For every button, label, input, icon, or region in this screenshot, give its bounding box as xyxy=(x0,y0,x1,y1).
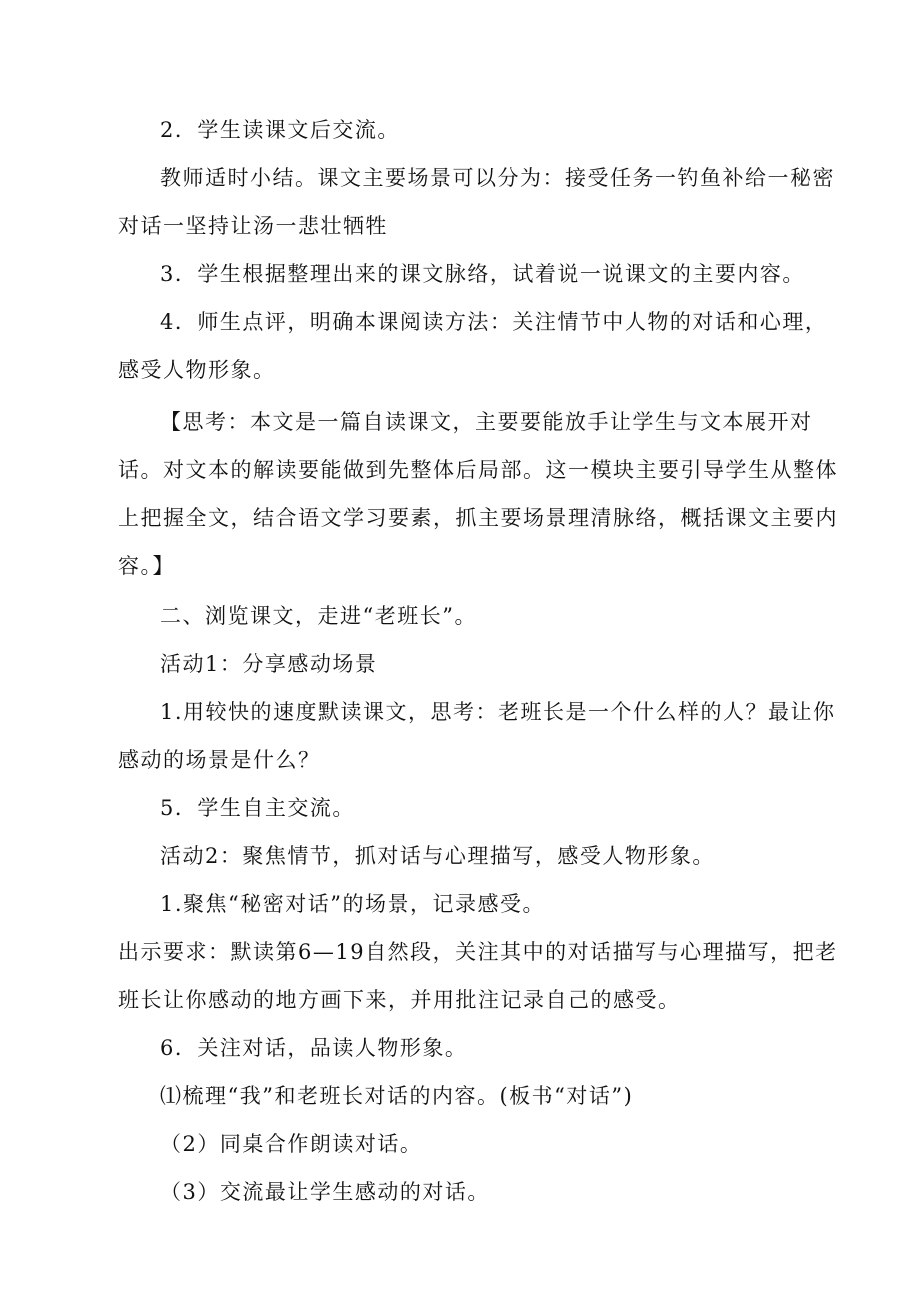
sub-item-2: （2）同桌合作朗读对话。 xyxy=(160,1132,423,1156)
paragraph-reflection: 【思考：本文是一篇自读课文，主要要能放手让学生与文本展开对话。对文本的解读要能做到先整体后局部。这一模块主要引导学生从整体上把握全文，结合语文学习要素，抓主要场景理清脉络，概括课文主要内容。】 xyxy=(118,410,838,578)
sub-item-3: （3）交流最让学生感动的对话。 xyxy=(160,1180,490,1204)
paragraph-teacher-summary: 教师适时小结。课文主要场景可以分为：接受任务一钓鱼补给一秘密对话一坚持让汤一悲壮牺牲 xyxy=(118,166,835,238)
paragraph-focus-dialogue: 1.聚焦“秘密对话”的场景，记录感受。 xyxy=(160,892,546,916)
activity-1-heading: 活动1：分享感动场景 xyxy=(160,652,378,676)
section-heading-2: 二、浏览课文，走进“老班长”。 xyxy=(160,604,477,628)
sub-item-1: ⑴梳理“我”和老班长对话的内容。(板书“对话”) xyxy=(160,1084,634,1108)
paragraph-step-5: 5．学生自主交流。 xyxy=(160,796,355,820)
paragraph-step-4: 4．师生点评，明确本课阅读方法：关注情节中人物的对话和心理，感受人物形象。 xyxy=(118,310,828,382)
paragraph-step-3: 3．学生根据整理出来的课文脉络，试着说一说课文的主要内容。 xyxy=(160,262,805,286)
paragraph-requirements: 出示要求：默读第6—19自然段，关注其中的对话描写与心理描写，把老班长让你感动的地方画下来，并用批注记录自己的感受。 xyxy=(118,940,838,1012)
activity-2-heading: 活动2：聚焦情节，抓对话与心理描写，感受人物形象。 xyxy=(160,844,715,868)
paragraph-step-6: 6．关注对话，品读人物形象。 xyxy=(160,1036,468,1060)
paragraph-step-2: 2．学生读课文后交流。 xyxy=(160,118,400,142)
paragraph-activity-1-task: 1.用较快的速度默读课文，思考：老班长是一个什么样的人？最让你感动的场景是什么？ xyxy=(118,700,836,772)
